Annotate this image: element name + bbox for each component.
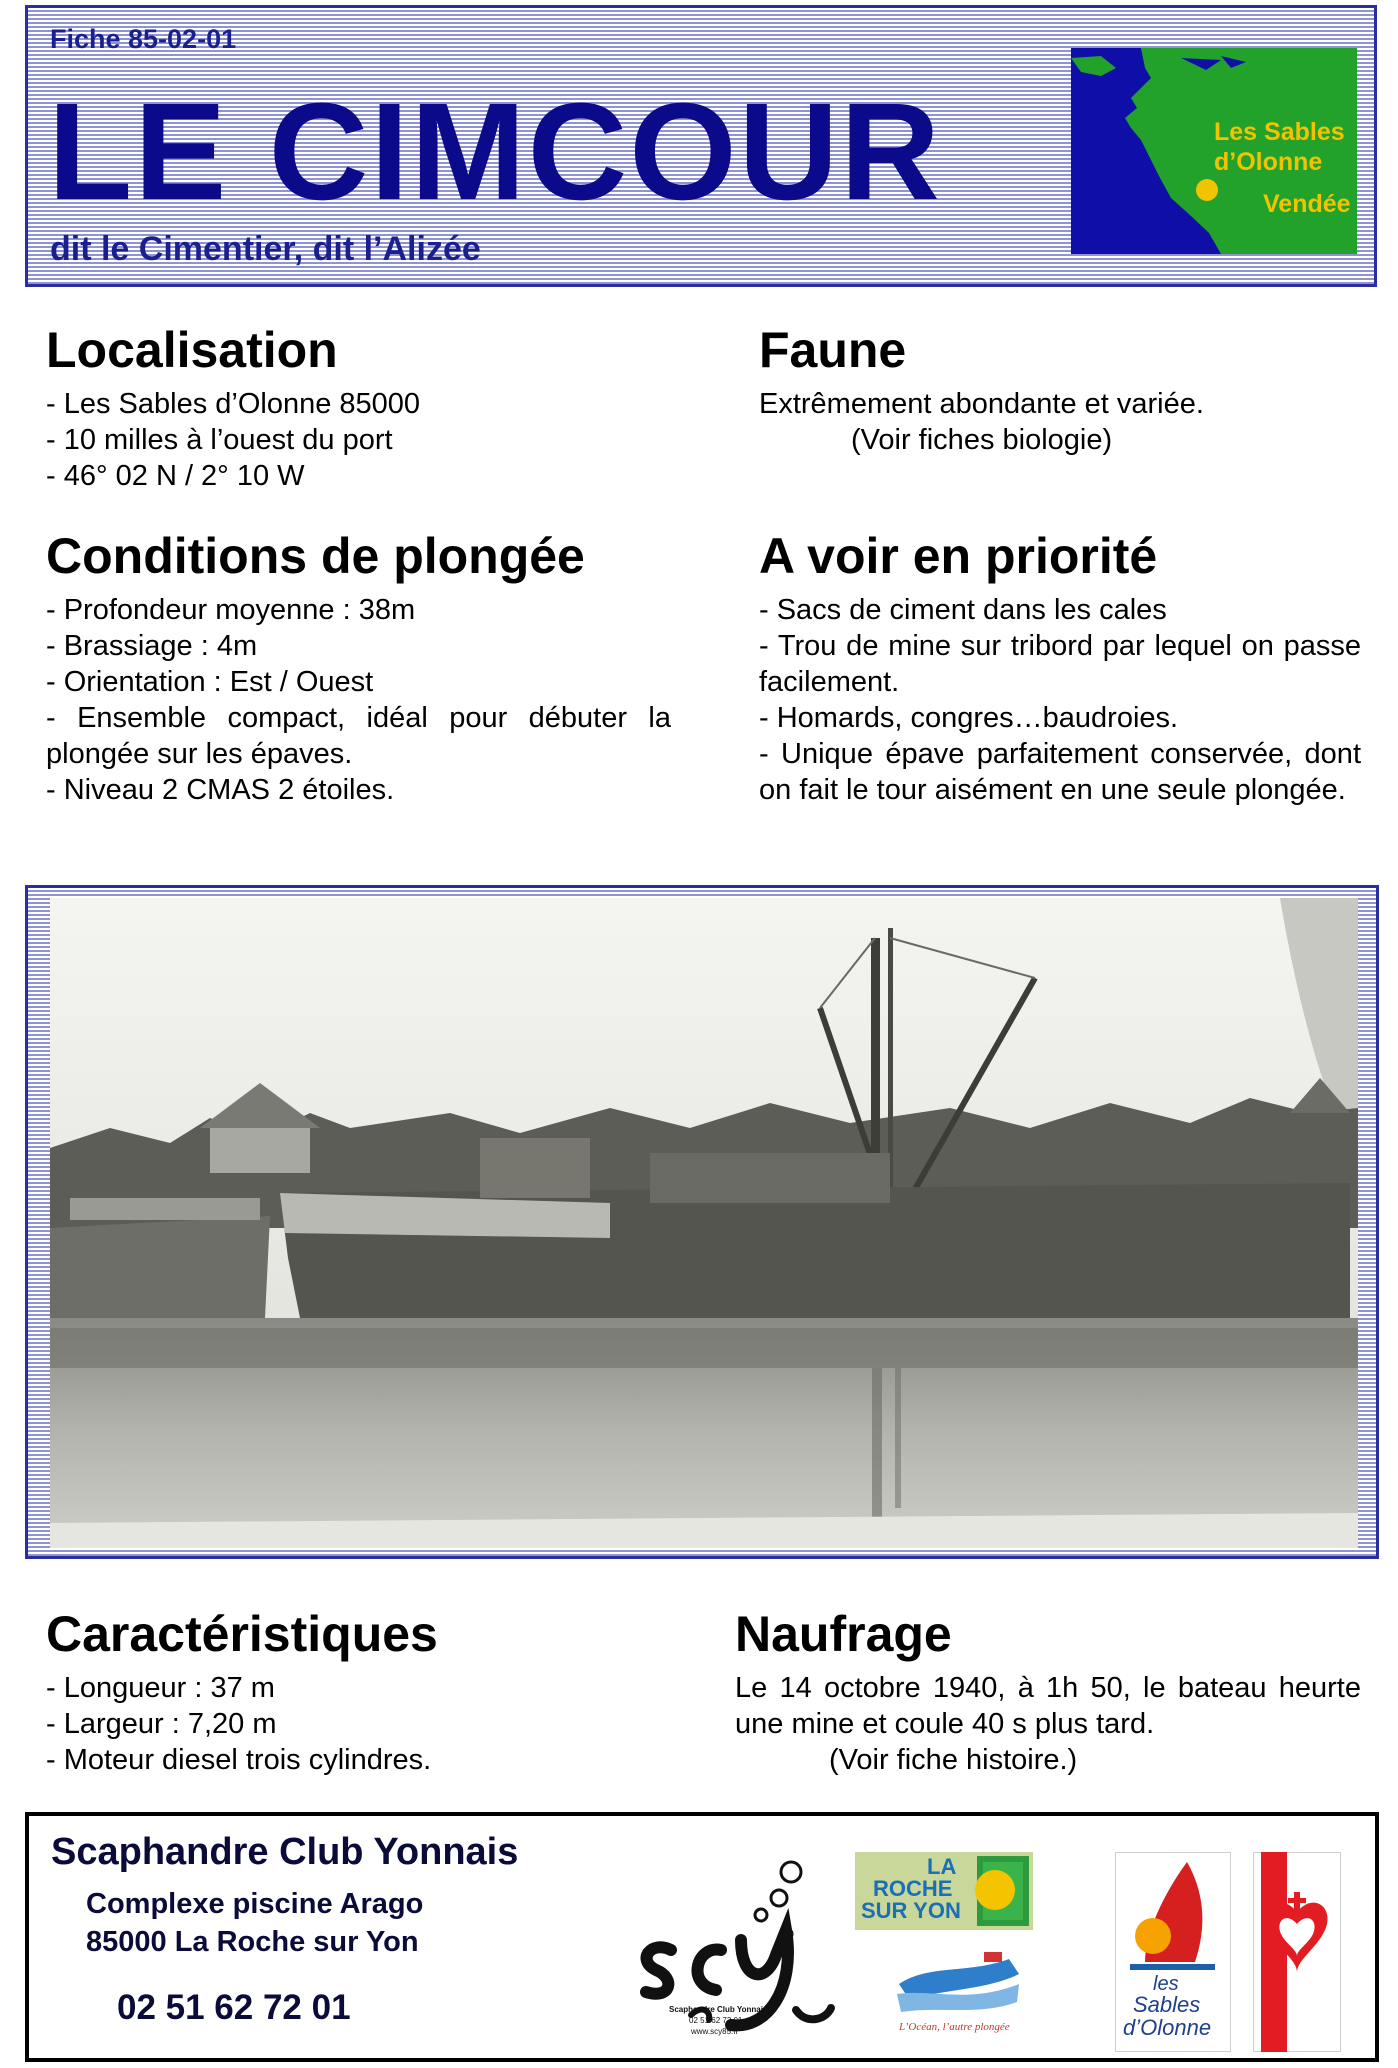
ocean-plongee-logo: [889, 1944, 1029, 2036]
map-label-les-sables: Les Sables: [1214, 118, 1345, 146]
list-item: - Profondeur moyenne : 38m: [46, 594, 416, 626]
list-item: - 46° 02 N / 2° 10 W: [46, 460, 305, 492]
map-label-olonne: d’Olonne: [1214, 148, 1323, 176]
section-localisation: [46, 320, 686, 494]
section-naufrage: [735, 1604, 1361, 1778]
sables-logo-line-3: d’Olonne: [1123, 2015, 1212, 2040]
footer-contact-box: [25, 1812, 1379, 2062]
la-roche-logo-line-1: LA: [927, 1854, 957, 1879]
list-item: - Brassiage : 4m: [46, 630, 258, 662]
section-heading: Localisation: [46, 322, 338, 378]
la-roche-logo-graphic: [855, 1852, 1033, 1930]
les-sables-logo: [1115, 1852, 1231, 2052]
scy-logo: [591, 1860, 851, 2050]
list-item: - Orientation : Est / Ouest: [46, 666, 374, 698]
list-item: - Moteur diesel trois cylindres.: [46, 1744, 432, 1776]
ship-photo-graphic: [50, 898, 1358, 1548]
les-sables-logo-graphic: [1115, 1852, 1231, 2052]
list-item: Le 14 octobre 1940, à 1h 50, le bateau heurte une mine et coule 40 s plus tard.: [735, 1672, 1361, 1740]
club-address-line-2: 85000 La Roche sur Yon: [86, 1926, 419, 1958]
section-heading: Caractéristiques: [46, 1606, 438, 1662]
la-roche-logo-line-3: SUR YON: [861, 1898, 961, 1923]
section-priorite: [759, 526, 1361, 808]
ocean-slogan: L’Océan, l’autre plongée: [899, 2021, 1010, 2033]
section-caracteristiques: [46, 1604, 686, 1778]
section-faune: [759, 320, 1359, 458]
scy-logo-graphic: [591, 1860, 851, 2050]
la-roche-logo-line-2: ROCHE: [873, 1876, 953, 1901]
list-item: - Unique épave parfaitement conservée, dont on fait le tour aisément en une seule plongée.: [759, 738, 1361, 806]
list-item: Extrêmement abondante et variée.: [759, 388, 1204, 420]
list-item: - Longueur : 37 m: [46, 1672, 275, 1704]
list-item: - 10 milles à l’ouest du port: [46, 424, 393, 456]
ship-photo: [50, 898, 1358, 1548]
list-item: - Niveau 2 CMAS 2 étoiles.: [46, 774, 395, 806]
list-item: - Trou de mine sur tribord par lequel on passe facilement.: [759, 630, 1361, 698]
list-item: - Homards, congres…baudroies.: [759, 702, 1179, 734]
map-label-vendee: Vendée: [1263, 190, 1351, 218]
vendee-logo-graphic: [1253, 1852, 1341, 2052]
location-map: [1071, 48, 1357, 254]
page-subtitle: dit le Cimentier, dit l’Alizée: [50, 230, 481, 268]
club-address-line-1: Complexe piscine Arago: [86, 1888, 424, 1920]
ocean-logo-graphic: [889, 1944, 1029, 2036]
fiche-number: Fiche 85-02-01: [50, 24, 237, 54]
club-phone: 02 51 62 72 01: [117, 1988, 351, 2027]
photo-frame: [25, 885, 1379, 1559]
section-heading: A voir en priorité: [759, 528, 1158, 584]
vendee-logo: [1253, 1852, 1341, 2052]
list-item: (Voir fiche histoire.): [829, 1744, 1078, 1776]
sables-logo-line-2: Sables: [1133, 1992, 1201, 2017]
list-item: - Les Sables d’Olonne 85000: [46, 388, 421, 420]
section-heading: Conditions de plongée: [46, 528, 585, 584]
club-name: Scaphandre Club Yonnais: [51, 1831, 519, 1873]
section-heading: Faune: [759, 322, 907, 378]
list-item: - Ensemble compact, idéal pour débuter la plongée sur les épaves.: [46, 702, 671, 770]
list-item: - Largeur : 7,20 m: [46, 1708, 277, 1740]
section-heading: Naufrage: [735, 1606, 952, 1662]
scy-logo-text: Scaphandre Club Yonnais: [669, 2005, 768, 2014]
page-title: LE CIMCOUR: [48, 75, 942, 229]
list-item: - Sacs de ciment dans les cales: [759, 594, 1167, 626]
la-roche-sur-yon-logo: [855, 1852, 1033, 1930]
header-banner: [25, 5, 1377, 287]
sables-logo-line-1: les: [1153, 1973, 1179, 1995]
list-item: (Voir fiches biologie): [851, 424, 1113, 456]
scy-logo-web: www.scy85.fr: [691, 2027, 739, 2036]
section-conditions: [46, 526, 671, 808]
scy-logo-phone: 02 51 62 72 01: [689, 2016, 743, 2025]
